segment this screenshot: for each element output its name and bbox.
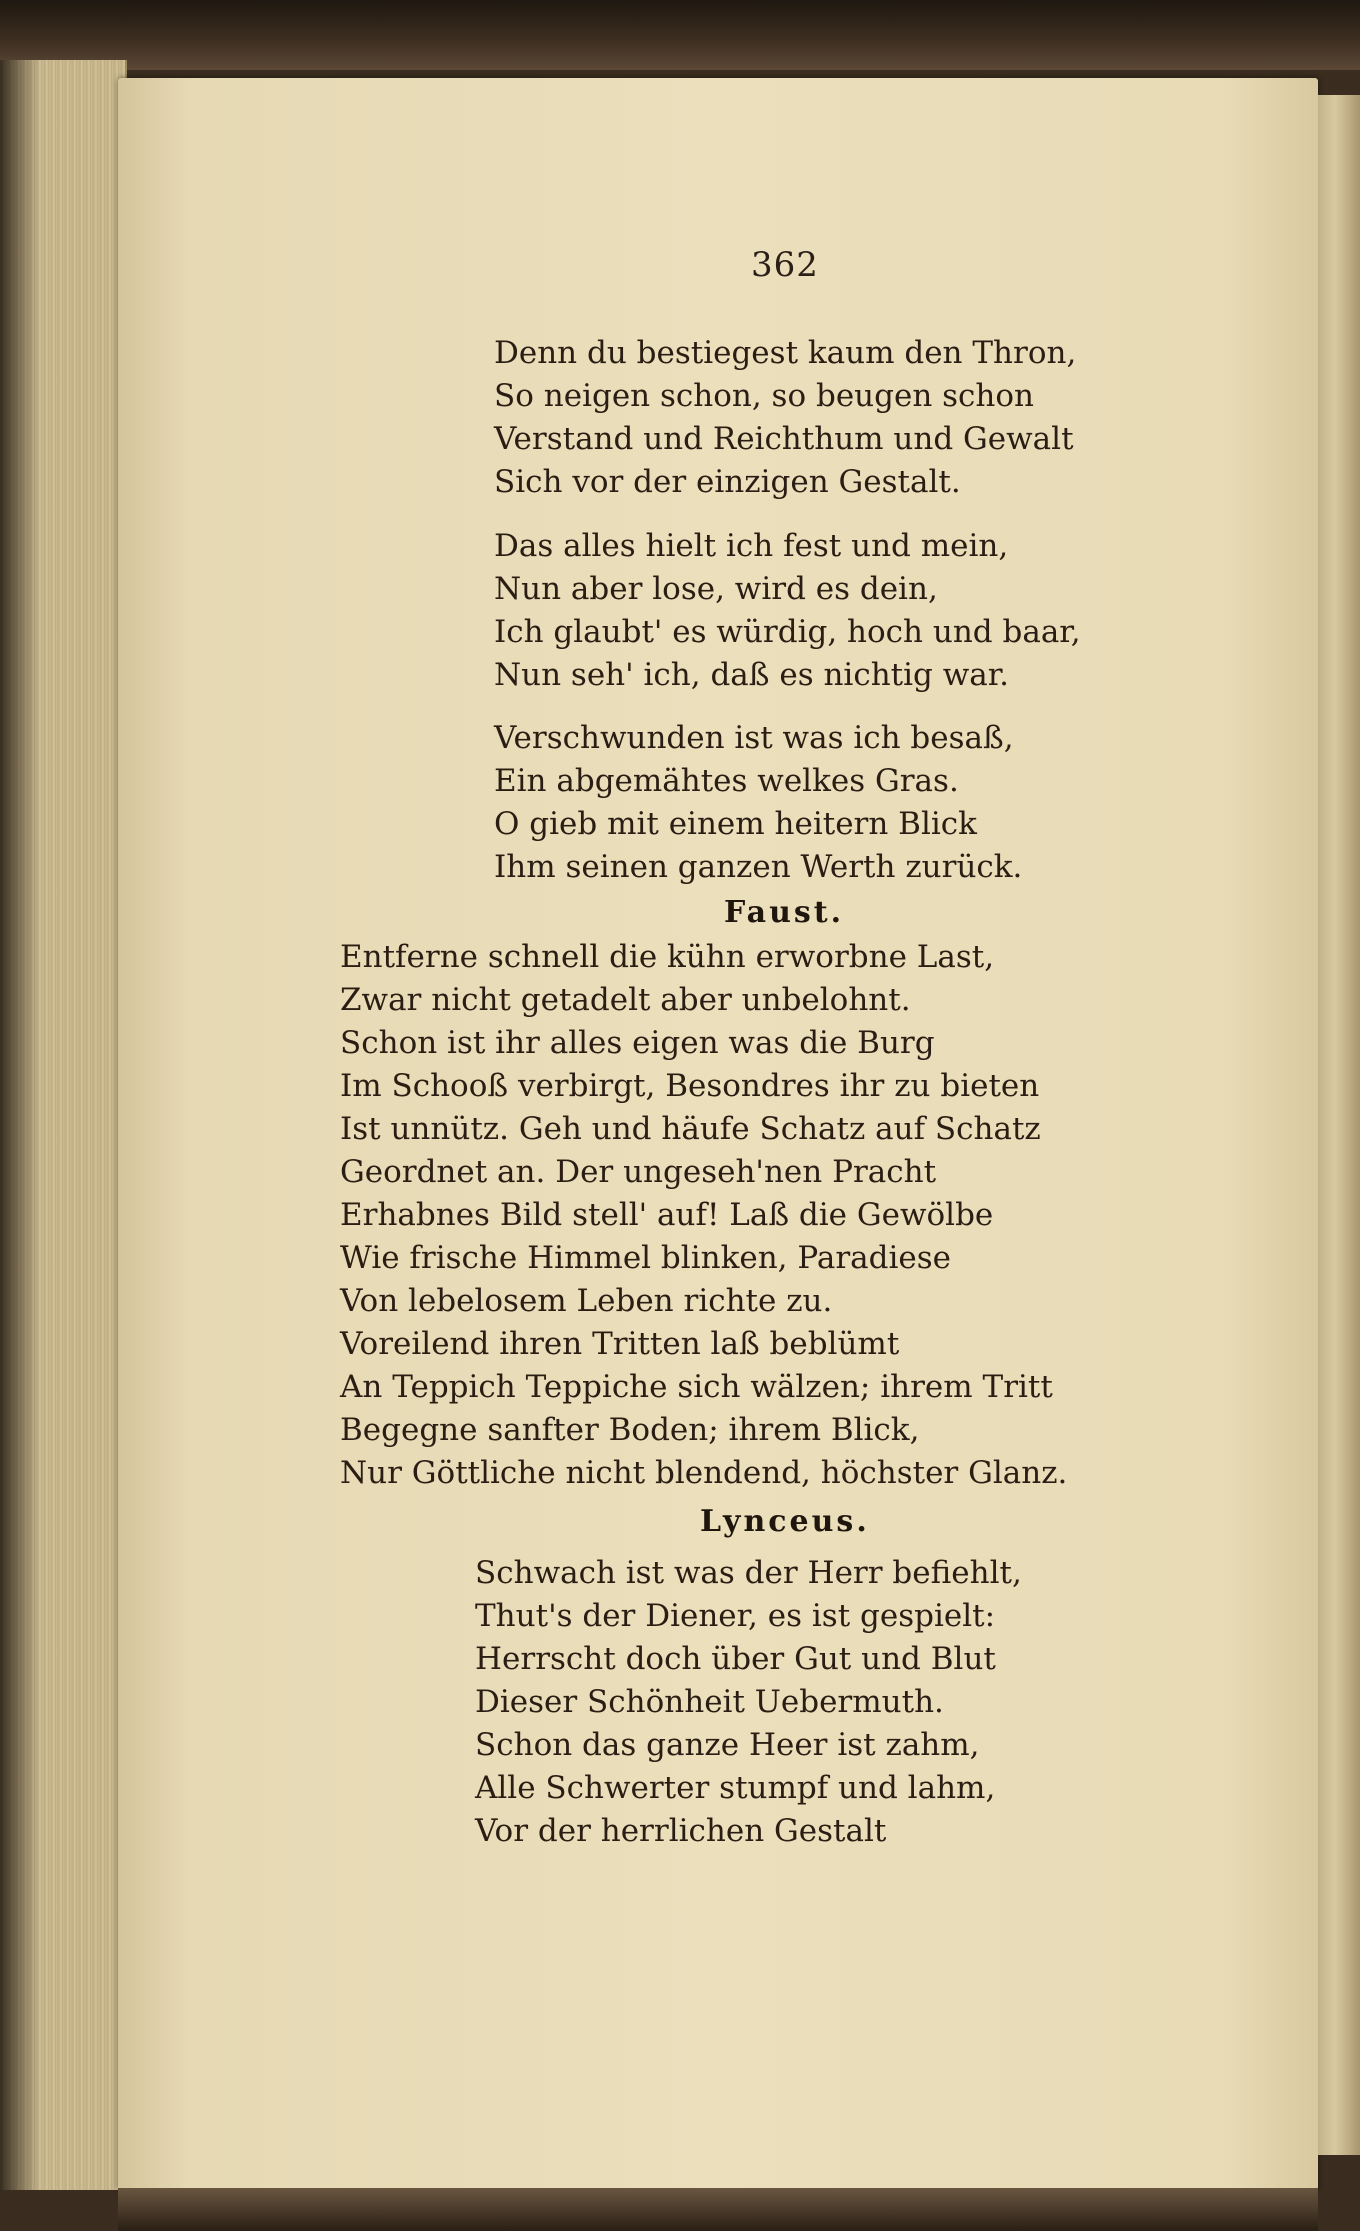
- verse-line: Herrscht doch über Gut und Blut: [475, 1641, 996, 1677]
- verse-line: Geordnet an. Der ungeseh'nen Pracht: [340, 1154, 937, 1190]
- verse-line: So neigen schon, so beugen schon: [494, 378, 1035, 414]
- verse-line: Das alles hielt ich fest und mein,: [494, 528, 1009, 564]
- verse-line: Im Schooß verbirgt, Besondres ihr zu bieten: [340, 1068, 1040, 1104]
- verse-line: Dieser Schönheit Uebermuth.: [475, 1684, 944, 1720]
- verse-line: An Teppich Teppiche sich wälzen; ihrem Tritt: [340, 1369, 1053, 1405]
- verse-line: Nun aber lose, wird es dein,: [494, 571, 938, 607]
- verse-line: Sich vor der einzigen Gestalt.: [494, 464, 961, 500]
- verse-line: Thut's der Diener, es ist gespielt:: [475, 1598, 996, 1634]
- verse-line: Denn du bestiegest kaum den Thron,: [494, 335, 1077, 371]
- verse-line: Ein abgemähtes welkes Gras.: [494, 763, 959, 799]
- verse-line: Zwar nicht getadelt aber unbelohnt.: [340, 982, 911, 1018]
- verse-line: Begegne sanfter Boden; ihrem Blick,: [340, 1412, 920, 1448]
- page-number: 362: [751, 245, 819, 285]
- verse-line: Vor der herrlichen Gestalt: [475, 1813, 887, 1849]
- verse-line: Ich glaubt' es würdig, hoch und baar,: [494, 614, 1081, 650]
- verse-line: Erhabnes Bild stell' auf! Laß die Gewölbe: [340, 1197, 994, 1233]
- verse-line: Ist unnütz. Geh und häufe Schatz auf Schatz: [340, 1111, 1041, 1147]
- speaker-heading-faust: Faust.: [724, 895, 845, 930]
- verse-line: Nun seh' ich, daß es nichtig war.: [494, 657, 1010, 693]
- verse-line: Schon ist ihr alles eigen was die Burg: [340, 1025, 935, 1061]
- verse-line: Voreilend ihren Tritten laß beblümt: [340, 1326, 900, 1362]
- verse-line: Von lebelosem Leben richte zu.: [340, 1283, 833, 1319]
- verse-line: Schwach ist was der Herr befiehlt,: [475, 1555, 1022, 1591]
- speaker-heading-lynceus: Lynceus.: [700, 1504, 870, 1539]
- verse-line: Wie frische Himmel blinken, Paradiese: [340, 1240, 951, 1276]
- verse-line: O gieb mit einem heitern Blick: [494, 806, 977, 842]
- verse-line: Entferne schnell die kühn erworbne Last,: [340, 939, 995, 975]
- verse-line: Nur Göttliche nicht blendend, höchster Glanz.: [340, 1455, 1068, 1491]
- verse-line: Verschwunden ist was ich besaß,: [494, 720, 1014, 756]
- verse-line: Ihm seinen ganzen Werth zurück.: [494, 849, 1023, 885]
- verse-line: Alle Schwerter stumpf und lahm,: [475, 1770, 996, 1806]
- verse-line: Schon das ganze Heer ist zahm,: [475, 1727, 980, 1763]
- verse-line: Verstand und Reichthum und Gewalt: [494, 421, 1074, 457]
